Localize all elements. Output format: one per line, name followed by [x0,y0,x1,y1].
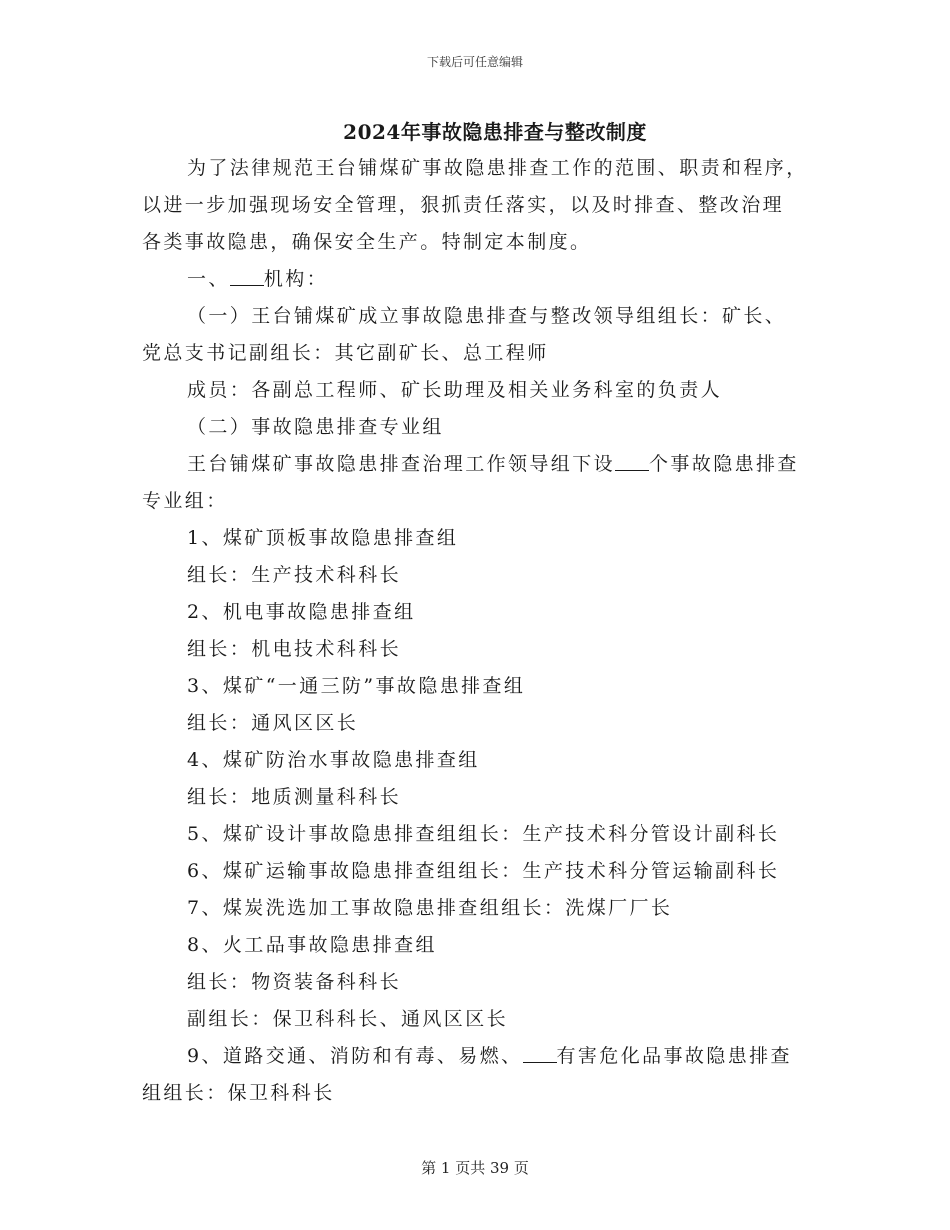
paragraph-line: （二）事故隐患排查专业组 [187,416,444,438]
line-text: 9、道路交通、消防和有毒、易燃、 [187,1045,523,1067]
page-footer: 第 1 页共 39 页 [421,1159,529,1177]
fill-blank [615,452,649,471]
paragraph-line: 党总支书记副组长：其它副矿长、总工程师 [142,342,549,364]
line-text: 机构： [263,268,329,290]
page-header: 下载后可任意编辑 [426,55,523,69]
list-item: 4、煤矿防治水事故隐患排查组 [187,749,480,771]
line-text: 王台铺煤矿事故隐患排查治理工作领导组下设 [187,453,616,475]
line-text: 有害危化品事故隐患排查 [556,1045,792,1067]
list-item: 组组长：保卫科科长 [142,1082,335,1104]
list-item: 1、煤矿顶板事故隐患排查组 [187,527,459,549]
paragraph-line: （一）王台铺煤矿成立事故隐患排查与整改领导组组长：矿长、 [187,305,787,327]
paragraph-line: 为了法律规范王台铺煤矿事故隐患排查工作的范围、职责和程序， [187,157,808,179]
paragraph-line: 以进一步加强现场安全管理，狠抓责任落实，以及时排查、整改治理 [142,194,785,216]
list-item [142,1038,817,1075]
fill-blank [230,267,264,286]
paragraph-line [142,261,817,298]
list-item: 副组长：保卫科科长、通风区区长 [187,1008,509,1030]
list-item: 3、煤矿“一通三防”事故隐患排查组 [187,675,526,697]
list-item: 组长：生产技术科科长 [187,564,402,586]
paragraph-line: 成员：各副总工程师、矿长助理及相关业务科室的负责人 [187,379,723,401]
list-item: 组长：地质测量科科长 [187,786,402,808]
list-item: 7、煤炭洗选加工事故隐患排查组组长：洗煤厂厂长 [187,897,673,919]
list-item: 6、煤矿运输事故隐患排查组组长：生产技术科分管运输副科长 [187,860,780,882]
document-body [142,150,817,1112]
list-item: 组长：通风区区长 [187,712,359,734]
line-text: 一、 [187,268,230,290]
paragraph-line: 各类事故隐患，确保安全生产。特制定本制度。 [142,231,592,253]
paragraph-line [142,446,817,483]
paragraph-line: 专业组： [142,490,228,512]
list-item: 组长：机电技术科科长 [187,638,402,660]
list-item: 5、煤矿设计事故隐患排查组组长：生产技术科分管设计副科长 [187,823,780,845]
line-text: 个事故隐患排查 [649,453,799,475]
document-title: 2024年事故隐患排查与整改制度 [343,120,647,144]
list-item: 组长：物资装备科科长 [187,971,402,993]
list-item: 2、机电事故隐患排查组 [187,601,416,623]
list-item: 8、火工品事故隐患排查组 [187,934,437,956]
fill-blank [523,1044,557,1063]
